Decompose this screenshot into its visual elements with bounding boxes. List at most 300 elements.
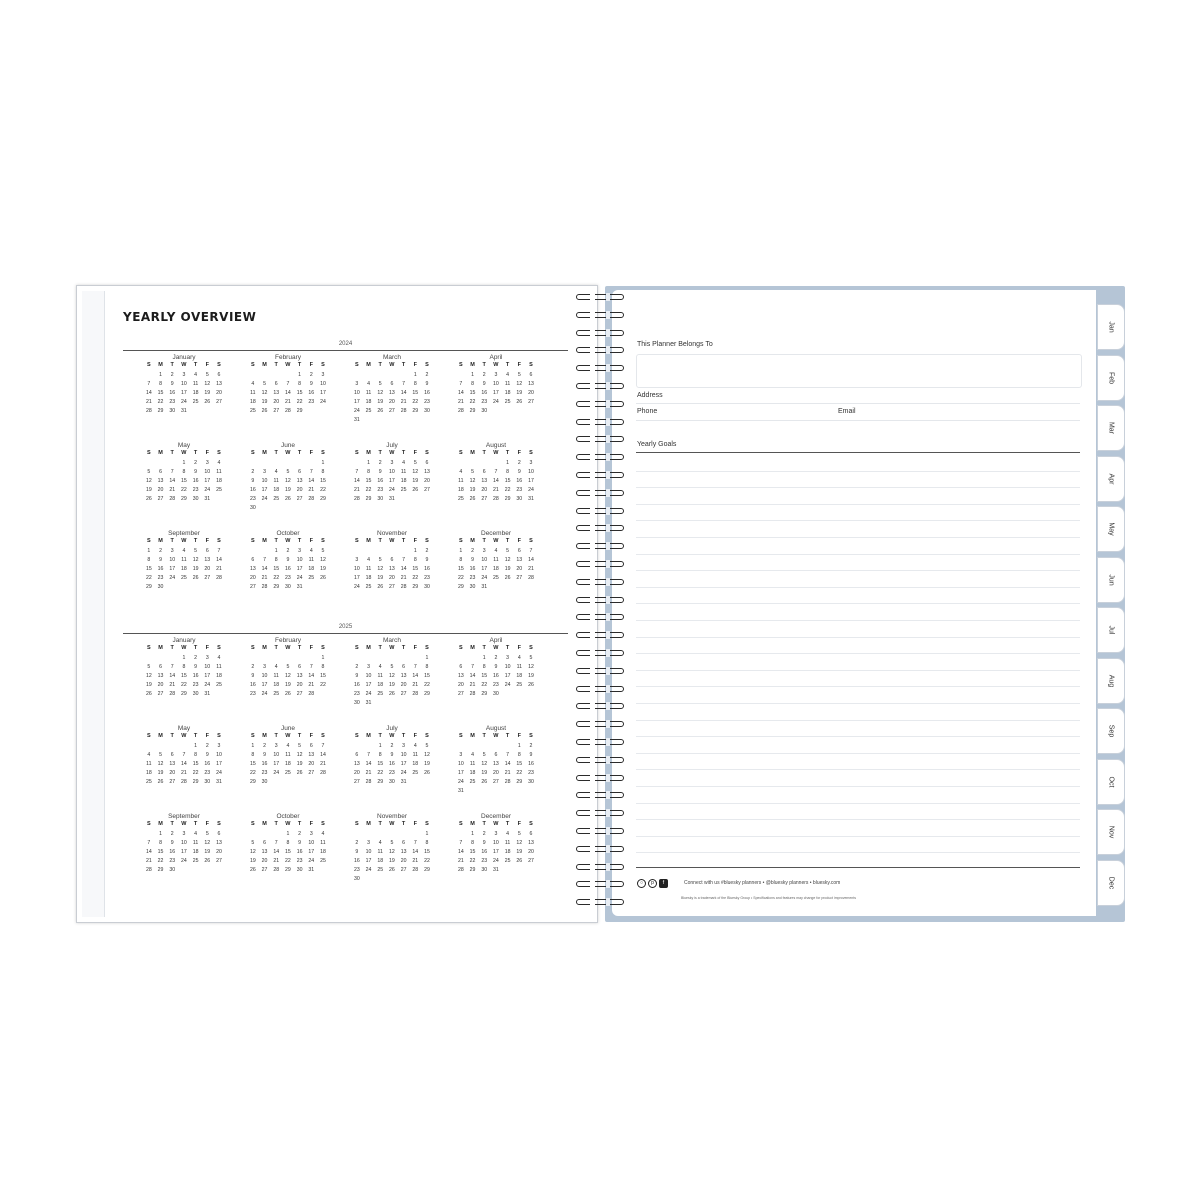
day-number: 27 [308, 770, 315, 776]
weekday-label: W [493, 362, 499, 368]
day-number: 25 [192, 399, 199, 405]
day-number: 31 [204, 496, 211, 502]
day-number: 11 [308, 557, 314, 563]
day-number: 21 [320, 761, 326, 767]
weekday-label: F [205, 733, 209, 739]
spiral-coil [572, 790, 628, 800]
day-number: 26 [412, 487, 419, 493]
weekday-label: W [181, 645, 187, 651]
day-number: 4 [378, 840, 382, 846]
day-number: 15 [424, 849, 430, 855]
day-number: 26 [516, 399, 523, 405]
week-row [351, 371, 433, 380]
day-number: 28 [457, 408, 464, 414]
tab-sep[interactable] [1097, 708, 1125, 754]
week-row [143, 574, 225, 583]
week-row [143, 672, 225, 681]
day-number: 9 [159, 557, 162, 563]
day-number: 9 [251, 478, 255, 484]
day-number: 6 [390, 381, 394, 387]
day-number [386, 875, 398, 884]
day-number: 12 [504, 557, 511, 563]
week-row [143, 565, 225, 574]
week-row [351, 848, 433, 857]
day-number: 14 [320, 752, 326, 758]
day-number: 11 [493, 557, 499, 563]
day-number: 26 [249, 867, 256, 873]
month-calendar [247, 725, 329, 787]
day-number: 17 [457, 770, 464, 776]
week-row [247, 690, 329, 699]
goals-writing-area[interactable] [636, 454, 1080, 864]
day-number: 24 [365, 691, 372, 697]
weekday-label: W [493, 538, 499, 544]
day-number: 25 [216, 487, 222, 493]
day-number: 8 [321, 664, 325, 670]
weekday-label: T [193, 821, 198, 827]
day-number: 28 [365, 779, 372, 785]
day-number: 15 [481, 673, 488, 679]
day-number: 8 [182, 469, 186, 475]
day-number: 13 [249, 566, 256, 572]
week-row [247, 459, 329, 468]
week-row [455, 468, 537, 477]
day-number: 25 [320, 858, 326, 864]
day-number: 1 [367, 460, 370, 466]
week-row [351, 407, 433, 416]
day-number [490, 407, 502, 416]
day-number: 11 [412, 752, 418, 758]
day-number: 17 [504, 673, 511, 679]
day-number: 8 [471, 381, 474, 387]
day-number: 23 [377, 487, 384, 493]
day-number: 2 [482, 831, 486, 837]
day-number: 17 [353, 399, 360, 405]
weekday-label: T [274, 733, 278, 739]
day-number [317, 866, 329, 875]
weekday-label: W [181, 362, 187, 368]
week-row [143, 459, 225, 468]
day-number: 14 [169, 478, 176, 484]
day-number: 15 [516, 761, 523, 767]
writing-line [636, 653, 1080, 654]
tab-jan[interactable] [1097, 304, 1125, 350]
day-number: 24 [261, 691, 268, 697]
month-name: February [274, 354, 301, 361]
day-number: 25 [273, 496, 280, 502]
day-number: 21 [504, 770, 511, 776]
week-row [247, 778, 329, 787]
day-number: 24 [365, 867, 372, 873]
day-number: 12 [320, 557, 326, 563]
weekday-label: T [482, 362, 486, 368]
week-row [143, 654, 225, 663]
week-row [455, 407, 537, 416]
weekday-label: S [147, 538, 151, 544]
day-number: 7 [413, 840, 417, 846]
day-number: 29 [424, 691, 430, 697]
day-number [143, 830, 155, 839]
spiral-coil [572, 523, 628, 533]
day-number [409, 875, 421, 884]
day-number: 6 [402, 664, 406, 670]
day-number: 20 [353, 770, 360, 776]
day-number: 8 [413, 381, 417, 387]
day-number: 30 [192, 496, 199, 502]
weekday-header [143, 645, 225, 654]
day-number: 17 [216, 761, 222, 767]
day-number: 27 [528, 399, 534, 405]
day-number [398, 699, 410, 708]
tab-dec[interactable] [1097, 860, 1125, 906]
tab-label: Nov [1107, 825, 1115, 839]
day-number [259, 547, 271, 556]
day-number: 11 [365, 390, 372, 396]
day-number: 29 [181, 691, 187, 697]
day-number: 14 [400, 566, 407, 572]
day-number: 2 [298, 831, 302, 837]
weekday-label: T [170, 645, 174, 651]
address-field-line[interactable] [636, 403, 1080, 404]
day-number: 30 [296, 867, 303, 873]
weekday-label: T [297, 362, 302, 368]
phone-email-field-line[interactable] [636, 420, 1080, 421]
weekday-header [247, 645, 329, 654]
week-row [247, 477, 329, 486]
day-number: 27 [528, 858, 534, 864]
day-number: 3 [506, 655, 510, 661]
day-number: 4 [494, 548, 498, 554]
day-number: 31 [353, 417, 360, 423]
day-number: 31 [308, 867, 315, 873]
weekday-label: S [217, 362, 221, 368]
day-number: 3 [205, 460, 209, 466]
day-number: 22 [424, 858, 430, 864]
day-number: 18 [377, 682, 384, 688]
day-number: 25 [308, 575, 315, 581]
day-number: 20 [169, 770, 176, 776]
weekday-label: S [251, 733, 255, 739]
day-number: 22 [157, 858, 164, 864]
weekday-label: S [459, 733, 463, 739]
day-number: 26 [285, 691, 291, 697]
day-number [247, 830, 259, 839]
month-name: June [280, 442, 296, 449]
weekday-label: S [147, 645, 151, 651]
week-row [455, 769, 537, 778]
weekday-label: T [170, 450, 174, 456]
day-number: 23 [493, 682, 499, 688]
weekday-label: W [493, 450, 499, 456]
day-number: 22 [481, 682, 488, 688]
month-calendar [247, 637, 329, 699]
day-number: 17 [365, 682, 372, 688]
day-number: 22 [504, 487, 511, 493]
day-number: 13 [296, 673, 303, 679]
day-number: 30 [249, 505, 256, 511]
day-number: 13 [481, 478, 488, 484]
day-number: 27 [400, 867, 407, 873]
weekday-label: W [285, 450, 291, 456]
week-row [351, 556, 433, 565]
weekday-header [247, 821, 329, 830]
week-row [247, 371, 329, 380]
page-gutter-strip [82, 291, 105, 917]
week-row [455, 681, 537, 690]
day-number [421, 778, 433, 787]
week-row [143, 742, 225, 751]
day-number: 16 [249, 487, 256, 493]
day-number: 4 [402, 460, 406, 466]
weekday-label: W [285, 733, 291, 739]
day-number: 28 [145, 408, 152, 414]
month-name: February [274, 637, 301, 644]
weekday-label: T [297, 450, 302, 456]
day-number: 14 [457, 849, 464, 855]
week-row [247, 495, 329, 504]
tab-aug[interactable] [1097, 658, 1125, 704]
day-number: 17 [169, 566, 176, 572]
spiral-coil [572, 363, 628, 373]
day-number: 2 [355, 664, 359, 670]
day-number: 9 [529, 752, 533, 758]
day-number: 9 [355, 849, 359, 855]
weekday-label: S [217, 733, 221, 739]
day-number: 16 [469, 566, 476, 572]
month-tabs [1097, 296, 1125, 912]
day-number: 25 [365, 408, 372, 414]
page-title: YEARLY OVERVIEW [123, 310, 257, 324]
day-number: 10 [320, 381, 326, 387]
weekday-label: S [425, 538, 429, 544]
tab-may[interactable] [1097, 506, 1125, 552]
day-number: 28 [400, 584, 407, 590]
day-number: 26 [377, 408, 384, 414]
weekday-label: S [321, 645, 325, 651]
tab-jun[interactable] [1097, 557, 1125, 603]
spiral-coil [572, 879, 628, 889]
tab-label: Jan [1107, 321, 1115, 333]
day-number: 18 [377, 858, 384, 864]
day-number: 21 [273, 858, 280, 864]
day-number: 29 [481, 691, 488, 697]
weekday-label: T [193, 733, 198, 739]
weekday-label: M [366, 821, 371, 827]
weekday-label: M [262, 645, 267, 651]
tab-label: Sep [1107, 724, 1115, 738]
day-number: 22 [320, 682, 326, 688]
weekday-label: S [251, 362, 255, 368]
day-number: 1 [251, 743, 255, 749]
day-number: 17 [181, 849, 187, 855]
day-number: 17 [261, 487, 268, 493]
spiral-coil [572, 808, 628, 818]
week-row [351, 663, 433, 672]
weekday-label: S [217, 450, 221, 456]
day-number: 9 [471, 557, 474, 563]
day-number: 24 [493, 399, 499, 405]
weekday-label: F [309, 538, 313, 544]
day-number [490, 787, 502, 796]
day-number: 20 [457, 682, 464, 688]
weekday-label: M [366, 645, 371, 651]
day-number: 22 [457, 575, 464, 581]
day-number: 14 [412, 673, 419, 679]
day-number: 29 [424, 867, 430, 873]
day-number: 10 [457, 761, 464, 767]
week-row [455, 778, 537, 787]
day-number: 30 [493, 691, 499, 697]
weekday-label: S [217, 821, 221, 827]
day-number: 22 [469, 399, 476, 405]
tab-oct[interactable] [1097, 759, 1125, 805]
month-name: September [168, 813, 200, 820]
day-number: 3 [298, 548, 302, 554]
tab-apr[interactable] [1097, 456, 1125, 502]
day-number: 5 [194, 548, 198, 554]
day-number: 8 [182, 664, 186, 670]
day-number: 9 [205, 752, 209, 758]
day-number: 7 [402, 381, 406, 387]
day-number: 20 [389, 575, 395, 581]
day-number: 20 [424, 478, 430, 484]
week-row [351, 690, 433, 699]
day-number: 7 [494, 469, 498, 475]
spiral-coil [572, 719, 628, 729]
week-row [455, 495, 537, 504]
writing-line [636, 537, 1080, 538]
day-number: 8 [413, 557, 417, 563]
weekday-label: S [217, 645, 221, 651]
writing-line [636, 471, 1080, 472]
fine-print: Bluesky is a trademark of the Bluesky Group • Specifications and features may change for product improvements [681, 896, 856, 900]
spiral-coil [572, 434, 628, 444]
day-number: 12 [145, 478, 152, 484]
tab-jul[interactable] [1097, 607, 1125, 653]
week-row [351, 699, 433, 708]
day-number: 3 [263, 664, 266, 670]
week-row [455, 663, 537, 672]
day-number: 17 [528, 478, 534, 484]
tab-feb[interactable] [1097, 355, 1125, 401]
tab-nov[interactable] [1097, 809, 1125, 855]
day-number: 23 [389, 770, 395, 776]
tab-label: Mar [1107, 421, 1115, 435]
day-number [502, 787, 514, 796]
week-row [143, 486, 225, 495]
day-number [409, 830, 421, 839]
spiral-coil [572, 648, 628, 658]
owner-field[interactable] [636, 354, 1082, 388]
day-number: 11 [516, 664, 522, 670]
spiral-coil [572, 559, 628, 569]
day-number: 3 [402, 743, 406, 749]
spiral-coil [572, 328, 628, 338]
month-name: May [177, 725, 191, 732]
day-number [213, 690, 225, 699]
weekday-label: S [425, 733, 429, 739]
month-calendar [455, 725, 537, 796]
week-row [247, 839, 329, 848]
day-number: 28 [261, 584, 268, 590]
day-number: 16 [157, 566, 164, 572]
day-number: 15 [424, 673, 430, 679]
week-row [455, 398, 537, 407]
day-number: 6 [529, 372, 533, 378]
day-number: 12 [412, 469, 419, 475]
day-number: 9 [298, 840, 302, 846]
day-number: 10 [261, 478, 268, 484]
day-number: 31 [204, 691, 211, 697]
day-number [374, 416, 386, 425]
owner-label: This Planner Belongs To [637, 341, 713, 348]
day-number: 24 [181, 858, 187, 864]
weekday-label: S [355, 538, 359, 544]
weekday-header [247, 450, 329, 459]
weekday-label: S [251, 538, 255, 544]
week-row [143, 407, 225, 416]
tab-label: Jun [1107, 573, 1115, 586]
day-number: 10 [261, 673, 268, 679]
weekday-header [455, 538, 537, 547]
day-number [421, 699, 433, 708]
weekday-label: T [401, 645, 406, 651]
day-number: 28 [273, 867, 280, 873]
day-number: 21 [145, 858, 152, 864]
month-name: September [168, 530, 200, 537]
month-calendar [351, 725, 433, 787]
day-number: 27 [273, 408, 280, 414]
day-number: 3 [494, 372, 498, 378]
day-number: 7 [402, 557, 406, 563]
weekday-label: F [517, 362, 521, 368]
weekday-label: M [470, 362, 475, 368]
day-number: 12 [249, 849, 256, 855]
day-number: 19 [296, 761, 303, 767]
day-number [421, 875, 433, 884]
day-number [178, 583, 190, 592]
weekday-label: W [389, 645, 395, 651]
day-number: 5 [517, 372, 521, 378]
weekday-label: S [459, 645, 463, 651]
weekday-label: S [529, 362, 533, 368]
week-row [351, 398, 433, 407]
day-number: 13 [296, 478, 303, 484]
day-number: 1 [413, 548, 417, 554]
day-number [525, 407, 537, 416]
weekday-label: W [181, 538, 187, 544]
day-number: 17 [320, 390, 326, 396]
day-number: 16 [389, 761, 395, 767]
day-number: 25 [285, 770, 291, 776]
day-number: 13 [424, 469, 430, 475]
week-row [143, 857, 225, 866]
day-number [490, 459, 502, 468]
day-number: 13 [528, 381, 534, 387]
day-number: 25 [216, 682, 222, 688]
day-number [455, 742, 467, 751]
tab-mar[interactable] [1097, 405, 1125, 451]
day-number [201, 583, 213, 592]
weekday-header [143, 450, 225, 459]
day-number [259, 371, 271, 380]
month-calendar [247, 442, 329, 513]
day-number: 1 [159, 372, 162, 378]
day-number: 3 [482, 548, 486, 554]
day-number: 18 [145, 770, 152, 776]
week-row [247, 769, 329, 778]
day-number: 25 [192, 858, 199, 864]
